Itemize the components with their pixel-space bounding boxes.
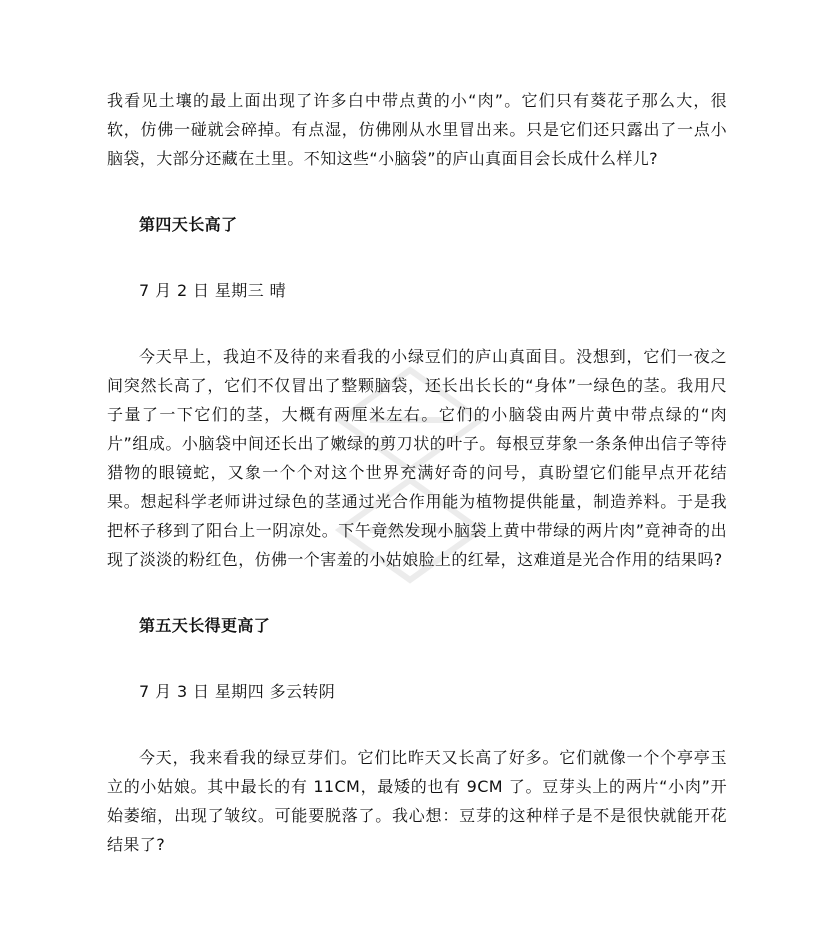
section-date-day5: 7 月 3 日 星期四 多云转阴 bbox=[139, 682, 336, 701]
document-body bbox=[107, 86, 727, 859]
section-body-day4: 今天早上，我迫不及待的来看我的小绿豆们的庐山真面目。没想到，它们一夜之间突然长高了，它们不仅冒出了整颗脑袋，还长出长长的“身体”一绿色的茎。我用尺子量了一下它们的茎，大概有两厘米左右。它们的小脑袋由两片黄中带点绿的“肉片”组成。小脑袋中间还长出了嫩绿的剪刀状的叶子。每根豆芽象一条条伸出信子等待猎物的眼镜蛇，又象一个个对这个世界充满好奇的问号，真盼望它们能早点开花结果。想起科学老师讲过绿色的茎通过光合作用能为植物提供能量，制造养料。于是我把杯子移到了阳台上一阴凉处。下午竟然发现小脑袋上黄中带绿的两片肉”竟神奇的出现了淡淡的粉红色，仿佛一个害羞的小姑娘脸上的红晕，这难道是光合作用的结果吗? bbox=[107, 347, 727, 569]
section-heading-day4: 第四天长高了 bbox=[139, 215, 238, 234]
section-heading-day5: 第五天长得更高了 bbox=[139, 616, 271, 635]
intro-paragraph: 我看见土壤的最上面出现了许多白中带点黄的小“肉”。它们只有葵花子那么大，很软，仿佛一碰就会碎掉。有点湿，仿佛刚从水里冒出来。只是它们还只露出了一点小脑袋，大部分还藏在土里。不知这些“小脑袋”的庐山真面目会长成什么样儿? bbox=[107, 91, 727, 168]
section-date-day4: 7 月 2 日 星期三 晴 bbox=[139, 281, 286, 300]
section-body-day5: 今天，我来看我的绿豆芽们。它们比昨天又长高了好多。它们就像一个个亭亭玉立的小姑娘。其中最长的有 11CM，最矮的也有 9CM 了。豆芽头上的两片“小肉”开始萎缩，出现了皱纹。可能要脱落了。我心想：豆芽的这种样子是不是很快就能开花结果了? bbox=[107, 748, 727, 854]
